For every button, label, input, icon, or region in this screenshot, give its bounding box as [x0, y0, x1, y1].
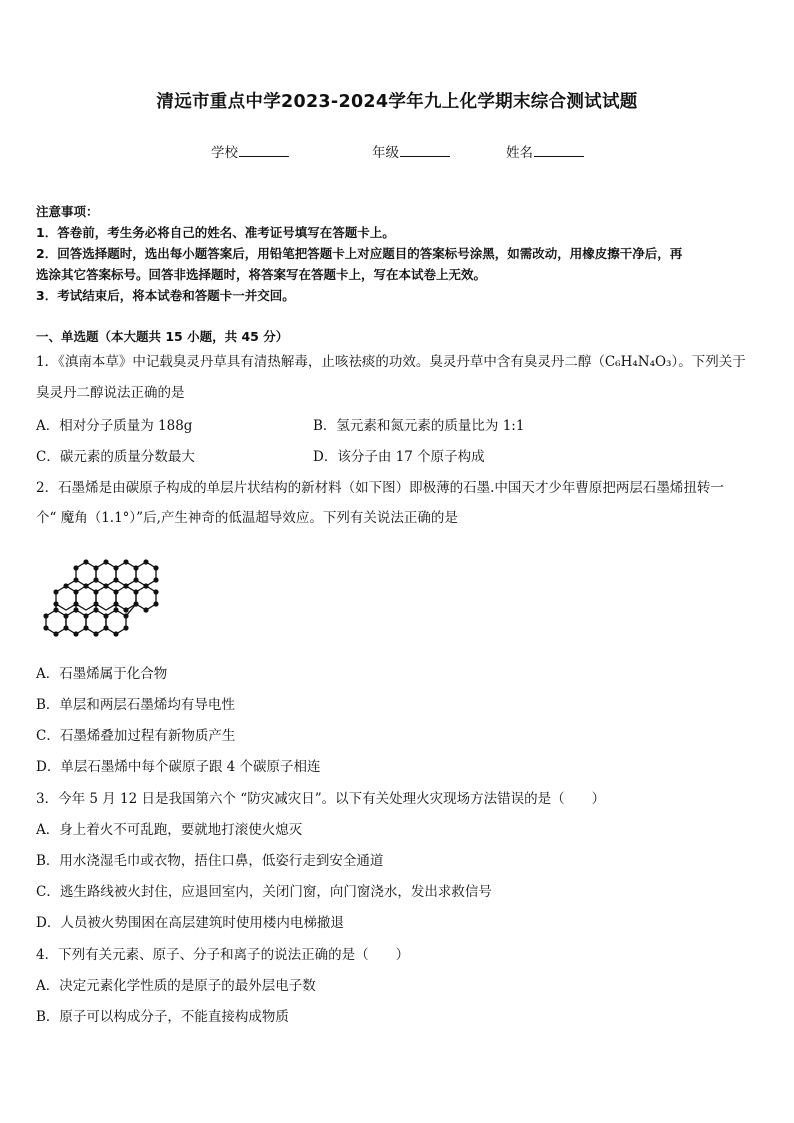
- school-blank[interactable]: [239, 143, 289, 157]
- q1-stem: 1．《滇南本草》中记载臭灵丹草具有清热解毒，止咳祛痰的功效。臭灵丹草中含有臭灵丹二醇（C₆H₄N₄O₃）。下列关于: [36, 354, 746, 370]
- q1-stem-cont: 臭灵丹二醇说法正确的是: [36, 385, 185, 401]
- q3-option-c[interactable]: C．逃生路线被火封住，应退回室内，关闭门窗，向门窗浇水，发出求救信号: [36, 884, 492, 900]
- grade-blank[interactable]: [400, 143, 450, 157]
- page-title: 清远市重点中学2023-2024学年九上化学期末综合测试试题: [156, 92, 638, 112]
- notice-heading: 注意事项：: [36, 204, 99, 219]
- grade-field[interactable]: [372, 141, 450, 161]
- name-label: 姓名: [506, 145, 533, 161]
- q1-option-d[interactable]: D．该分子由 17 个原子构成: [313, 449, 485, 465]
- name-blank[interactable]: [534, 143, 584, 157]
- q1-option-b[interactable]: B．氢元素和氮元素的质量比为 1:1: [313, 418, 525, 434]
- section-heading: 一、单选题（本大题共 15 小题，共 45 分）: [36, 329, 289, 344]
- q1-option-a[interactable]: A．相对分子质量为 188g: [36, 418, 193, 434]
- q1-option-c[interactable]: C．碳元素的质量分数最大: [36, 449, 195, 465]
- q3-option-b[interactable]: B．用水浇湿毛巾或衣物，捂住口鼻，低姿行走到安全通道: [36, 853, 384, 869]
- q3-option-d[interactable]: D．人员被火势围困在高层建筑时使用楼内电梯撤退: [36, 915, 344, 931]
- graphene-atoms: [43, 559, 158, 636]
- graphene-structure-figure: [36, 548, 176, 648]
- q2-option-b[interactable]: B．单层和两层石墨烯均有导电性: [36, 697, 235, 713]
- notice-item: 选涂其它答案标号。回答非选择题时，将答案写在答题卡上，写在本试卷上无效。: [36, 267, 487, 282]
- q2-option-c[interactable]: C．石墨烯叠加过程有新物质产生: [36, 728, 236, 744]
- notice-item: 2．回答选择题时，选出每小题答案后，用铅笔把答题卡上对应题目的答案标号涂黑，如需改动，用橡皮擦干净后，再: [36, 246, 683, 261]
- q4-option-b[interactable]: B．原子可以构成分子，不能直接构成物质: [36, 1009, 289, 1025]
- q2-stem-cont: 个“ 魔角（1.1°）”后,产生神奇的低温超导效应。下列有关说法正确的是: [36, 510, 458, 526]
- q4-option-a[interactable]: A．决定元素化学性质的是原子的最外层电子数: [36, 978, 316, 994]
- school-label: 学校: [211, 145, 238, 161]
- q2-stem: 2．石墨烯是由碳原子构成的单层片状结构的新材料（如下图）即极薄的石墨.中国天才少年曹原把两层石墨烯扭转一: [36, 480, 724, 496]
- q2-option-a[interactable]: A．石墨烯属于化合物: [36, 666, 168, 682]
- q2-option-d[interactable]: D．单层石墨烯中每个碳原子跟 4 个碳原子相连: [36, 759, 321, 775]
- grade-label: 年级: [372, 145, 399, 161]
- graphene-bonds: [46, 562, 156, 634]
- school-field[interactable]: [211, 141, 289, 161]
- q3-stem: 3．今年 5 月 12 日是我国第六个 “防灾减灾日”。以下有关处理火灾现场方法错误的是（ ）: [36, 791, 606, 807]
- notice-item: 3．考试结束后，将本试卷和答题卡一并交回。: [36, 288, 295, 303]
- name-field[interactable]: [506, 141, 584, 161]
- q4-stem: 4．下列有关元素、原子、分子和离子的说法正确的是（ ）: [36, 947, 410, 963]
- q3-option-a[interactable]: A．身上着火不可乱跑，要就地打滚使火熄灭: [36, 822, 303, 838]
- notice-item: 1．答卷前，考生务必将自己的姓名、准考证号填写在答题卡上。: [36, 225, 395, 240]
